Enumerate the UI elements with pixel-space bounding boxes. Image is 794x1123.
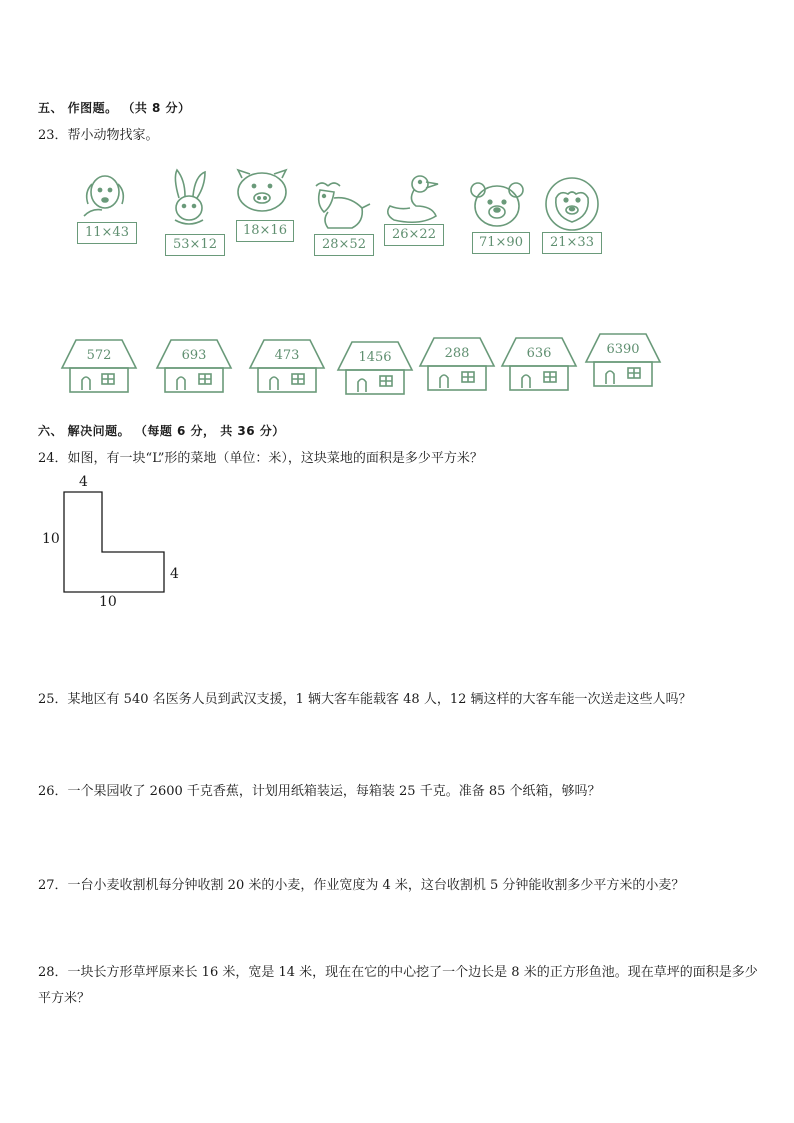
house-number: 6390 xyxy=(606,342,640,357)
house-icon xyxy=(248,338,326,394)
animal-expr: 11×43 xyxy=(77,222,137,244)
question-24: 24．如图，有一块“L”形的菜地（单位：米），这块菜地的面积是多少平方米？ xyxy=(38,451,483,466)
house-number: 473 xyxy=(274,348,300,363)
house-number: 1456 xyxy=(358,350,392,365)
house-number: 572 xyxy=(86,348,112,363)
animal-rabbit xyxy=(155,168,225,252)
house-number: 693 xyxy=(181,348,207,363)
question-26: 26．一个果园收了 2600 千克香蕉，计划用纸箱装运，每箱装 25 千克。准备 85 个纸箱，够吗？ xyxy=(38,784,601,799)
house-4 xyxy=(336,340,414,396)
animal-goat xyxy=(306,178,376,252)
bear-icon xyxy=(468,180,528,232)
section-5-title: 五、 作图题。 （共 8 分） xyxy=(38,101,191,115)
house-icon xyxy=(584,332,662,388)
label-bottom: 10 xyxy=(99,594,117,610)
house-2 xyxy=(155,338,233,394)
question-25: 25．某地区有 540 名医务人员到武汉支援，1 辆大客车能载客 48 人，12 辆这样的大客车能一次送走这些人吗？ xyxy=(38,692,692,707)
house-icon xyxy=(500,336,578,392)
label-right: 4 xyxy=(170,566,179,582)
house-5 xyxy=(418,336,496,392)
house-number: 288 xyxy=(444,346,470,361)
house-7 xyxy=(584,332,662,388)
house-6 xyxy=(500,336,578,392)
monkey-icon xyxy=(538,176,608,232)
animal-expr: 26×22 xyxy=(384,224,444,246)
l-shape-figure xyxy=(40,470,200,620)
animal-monkey xyxy=(538,176,608,250)
question-28: 28．一块长方形草坪原来长 16 米，宽是 14 米，现在在它的中心挖了一个边长是 8 米的正方形鱼池。现在草坪的面积是多少平方米？ xyxy=(38,965,758,1006)
dog-icon xyxy=(72,170,142,230)
animal-dog xyxy=(72,170,142,240)
animal-bear xyxy=(468,180,528,250)
house-icon xyxy=(60,338,138,394)
house-icon xyxy=(155,338,233,394)
animal-expr: 53×12 xyxy=(165,234,225,256)
rabbit-icon xyxy=(155,168,225,234)
animal-pig xyxy=(232,168,292,238)
house-icon xyxy=(336,340,414,396)
animal-duck xyxy=(380,172,450,242)
house-1 xyxy=(60,338,138,394)
label-left: 10 xyxy=(42,531,60,547)
house-icon xyxy=(418,336,496,392)
goat-icon xyxy=(306,178,376,238)
animal-expr: 71×90 xyxy=(472,232,530,254)
duck-icon xyxy=(380,172,450,228)
label-top: 4 xyxy=(79,474,88,490)
question-23: 23．帮小动物找家。 xyxy=(38,128,159,143)
house-number: 636 xyxy=(526,346,552,361)
pig-icon xyxy=(232,168,292,216)
house-3 xyxy=(248,338,326,394)
animal-expr: 18×16 xyxy=(236,220,294,242)
l-shape-diagram xyxy=(40,470,200,620)
animal-expr: 21×33 xyxy=(542,232,602,254)
section-6-title: 六、 解决问题。 （每题 6 分， 共 36 分） xyxy=(38,424,285,438)
question-27: 27．一台小麦收割机每分钟收割 20 米的小麦，作业宽度为 4 米，这台收割机 5 分钟能收割多少平方米的小麦？ xyxy=(38,878,685,893)
animal-expr: 28×52 xyxy=(314,234,374,256)
